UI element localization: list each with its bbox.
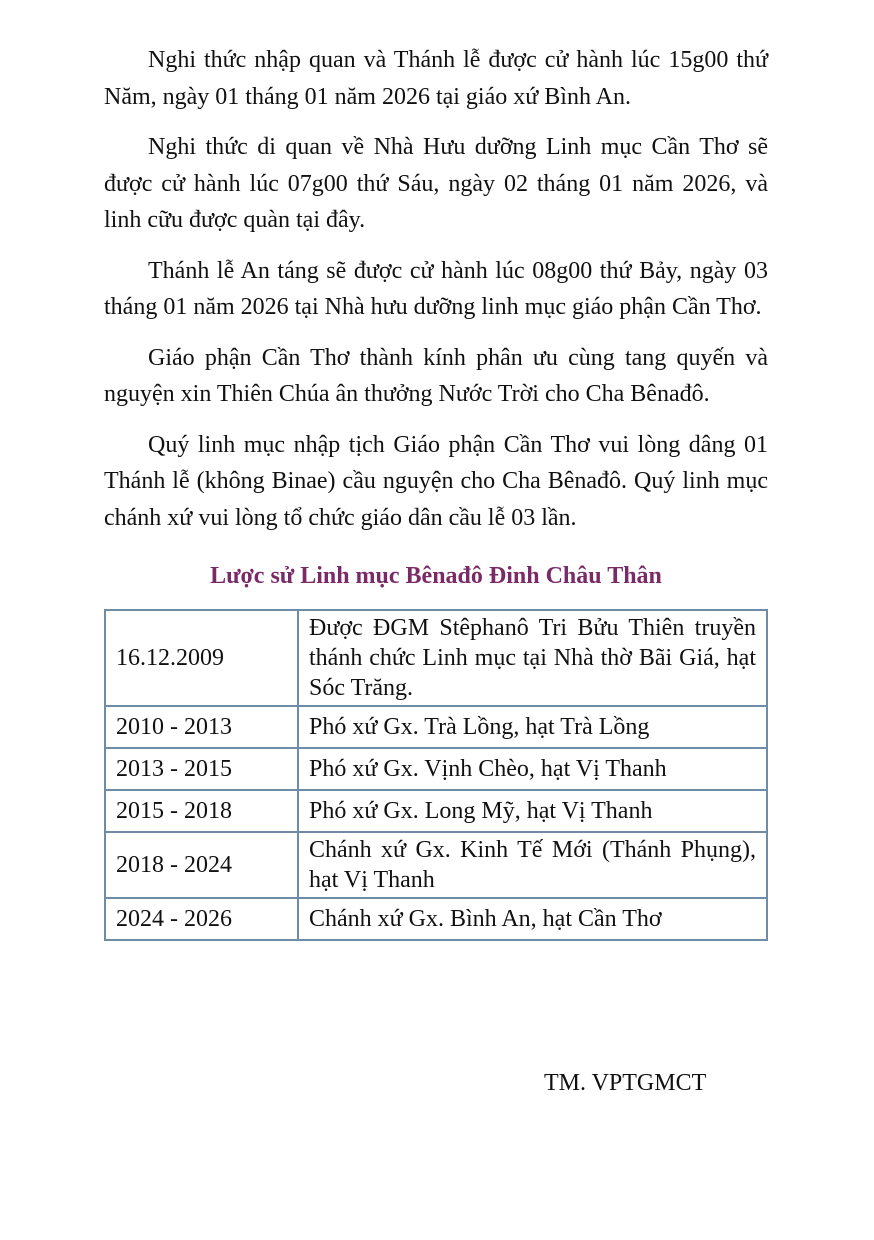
document-body — [104, 42, 768, 941]
paragraph-mass-request: Quý linh mục nhập tịch Giáo phận Cần Thơ vui lòng dâng 01 Thánh lễ (không Binae) cầu nguyện cho Cha Bênađô. Quý linh mục chánh xứ vui lòng tổ chức giáo dân cầu lễ 03 lần. — [104, 431, 768, 531]
history-title: Lược sử Linh mục Bênađô Đinh Châu Thân — [210, 563, 662, 589]
event-cell: Phó xứ Gx. Trà Lồng, hạt Trà Lồng — [298, 706, 767, 748]
table-row — [105, 832, 767, 898]
event-cell: Chánh xứ Gx. Kinh Tế Mới (Thánh Phụng), hạt Vị Thanh — [298, 832, 767, 898]
period-cell: 2018 - 2024 — [105, 832, 298, 898]
event-cell: Chánh xứ Gx. Bình An, hạt Cần Thơ — [298, 898, 767, 940]
history-table — [104, 609, 768, 941]
table-row — [105, 790, 767, 832]
period-cell: 16.12.2009 — [105, 610, 298, 706]
table-row — [105, 610, 767, 706]
paragraph-encoffinment: Nghi thức nhập quan và Thánh lễ được cử hành lúc 15g00 thứ Năm, ngày 01 tháng 01 năm 2026 tại giáo xứ Bình An. — [104, 47, 768, 110]
period-cell: 2010 - 2013 — [105, 706, 298, 748]
table-row — [105, 898, 767, 940]
table-row — [105, 748, 767, 790]
signature: TM. VPTGMCT — [544, 1070, 707, 1096]
paragraph-funeral-mass: Thánh lễ An táng sẽ được cử hành lúc 08g00 thứ Bảy, ngày 03 tháng 01 năm 2026 tại Nhà hưu dưỡng linh mục giáo phận Cần Thơ. — [104, 257, 768, 320]
event-cell: Phó xứ Gx. Long Mỹ, hạt Vị Thanh — [298, 790, 767, 832]
paragraph-transfer: Nghi thức di quan về Nhà Hưu dưỡng Linh mục Cần Thơ sẽ được cử hành lúc 07g00 thứ Sáu, ngày 02 tháng 01 năm 2026, và linh cữu được quàn tại đây. — [104, 134, 768, 233]
period-cell: 2024 - 2026 — [105, 898, 298, 940]
period-cell: 2013 - 2015 — [105, 748, 298, 790]
period-cell: 2015 - 2018 — [105, 790, 298, 832]
table-row — [105, 706, 767, 748]
event-cell: Phó xứ Gx. Vịnh Chèo, hạt Vị Thanh — [298, 748, 767, 790]
paragraph-condolence: Giáo phận Cần Thơ thành kính phân ưu cùng tang quyến và nguyện xin Thiên Chúa ân thưởng Nước Trời cho Cha Bênađô. — [104, 344, 768, 407]
event-cell: Được ĐGM Stêphanô Tri Bửu Thiên truyền thánh chức Linh mục tại Nhà thờ Bãi Giá, hạt Sóc Trăng. — [298, 610, 767, 706]
